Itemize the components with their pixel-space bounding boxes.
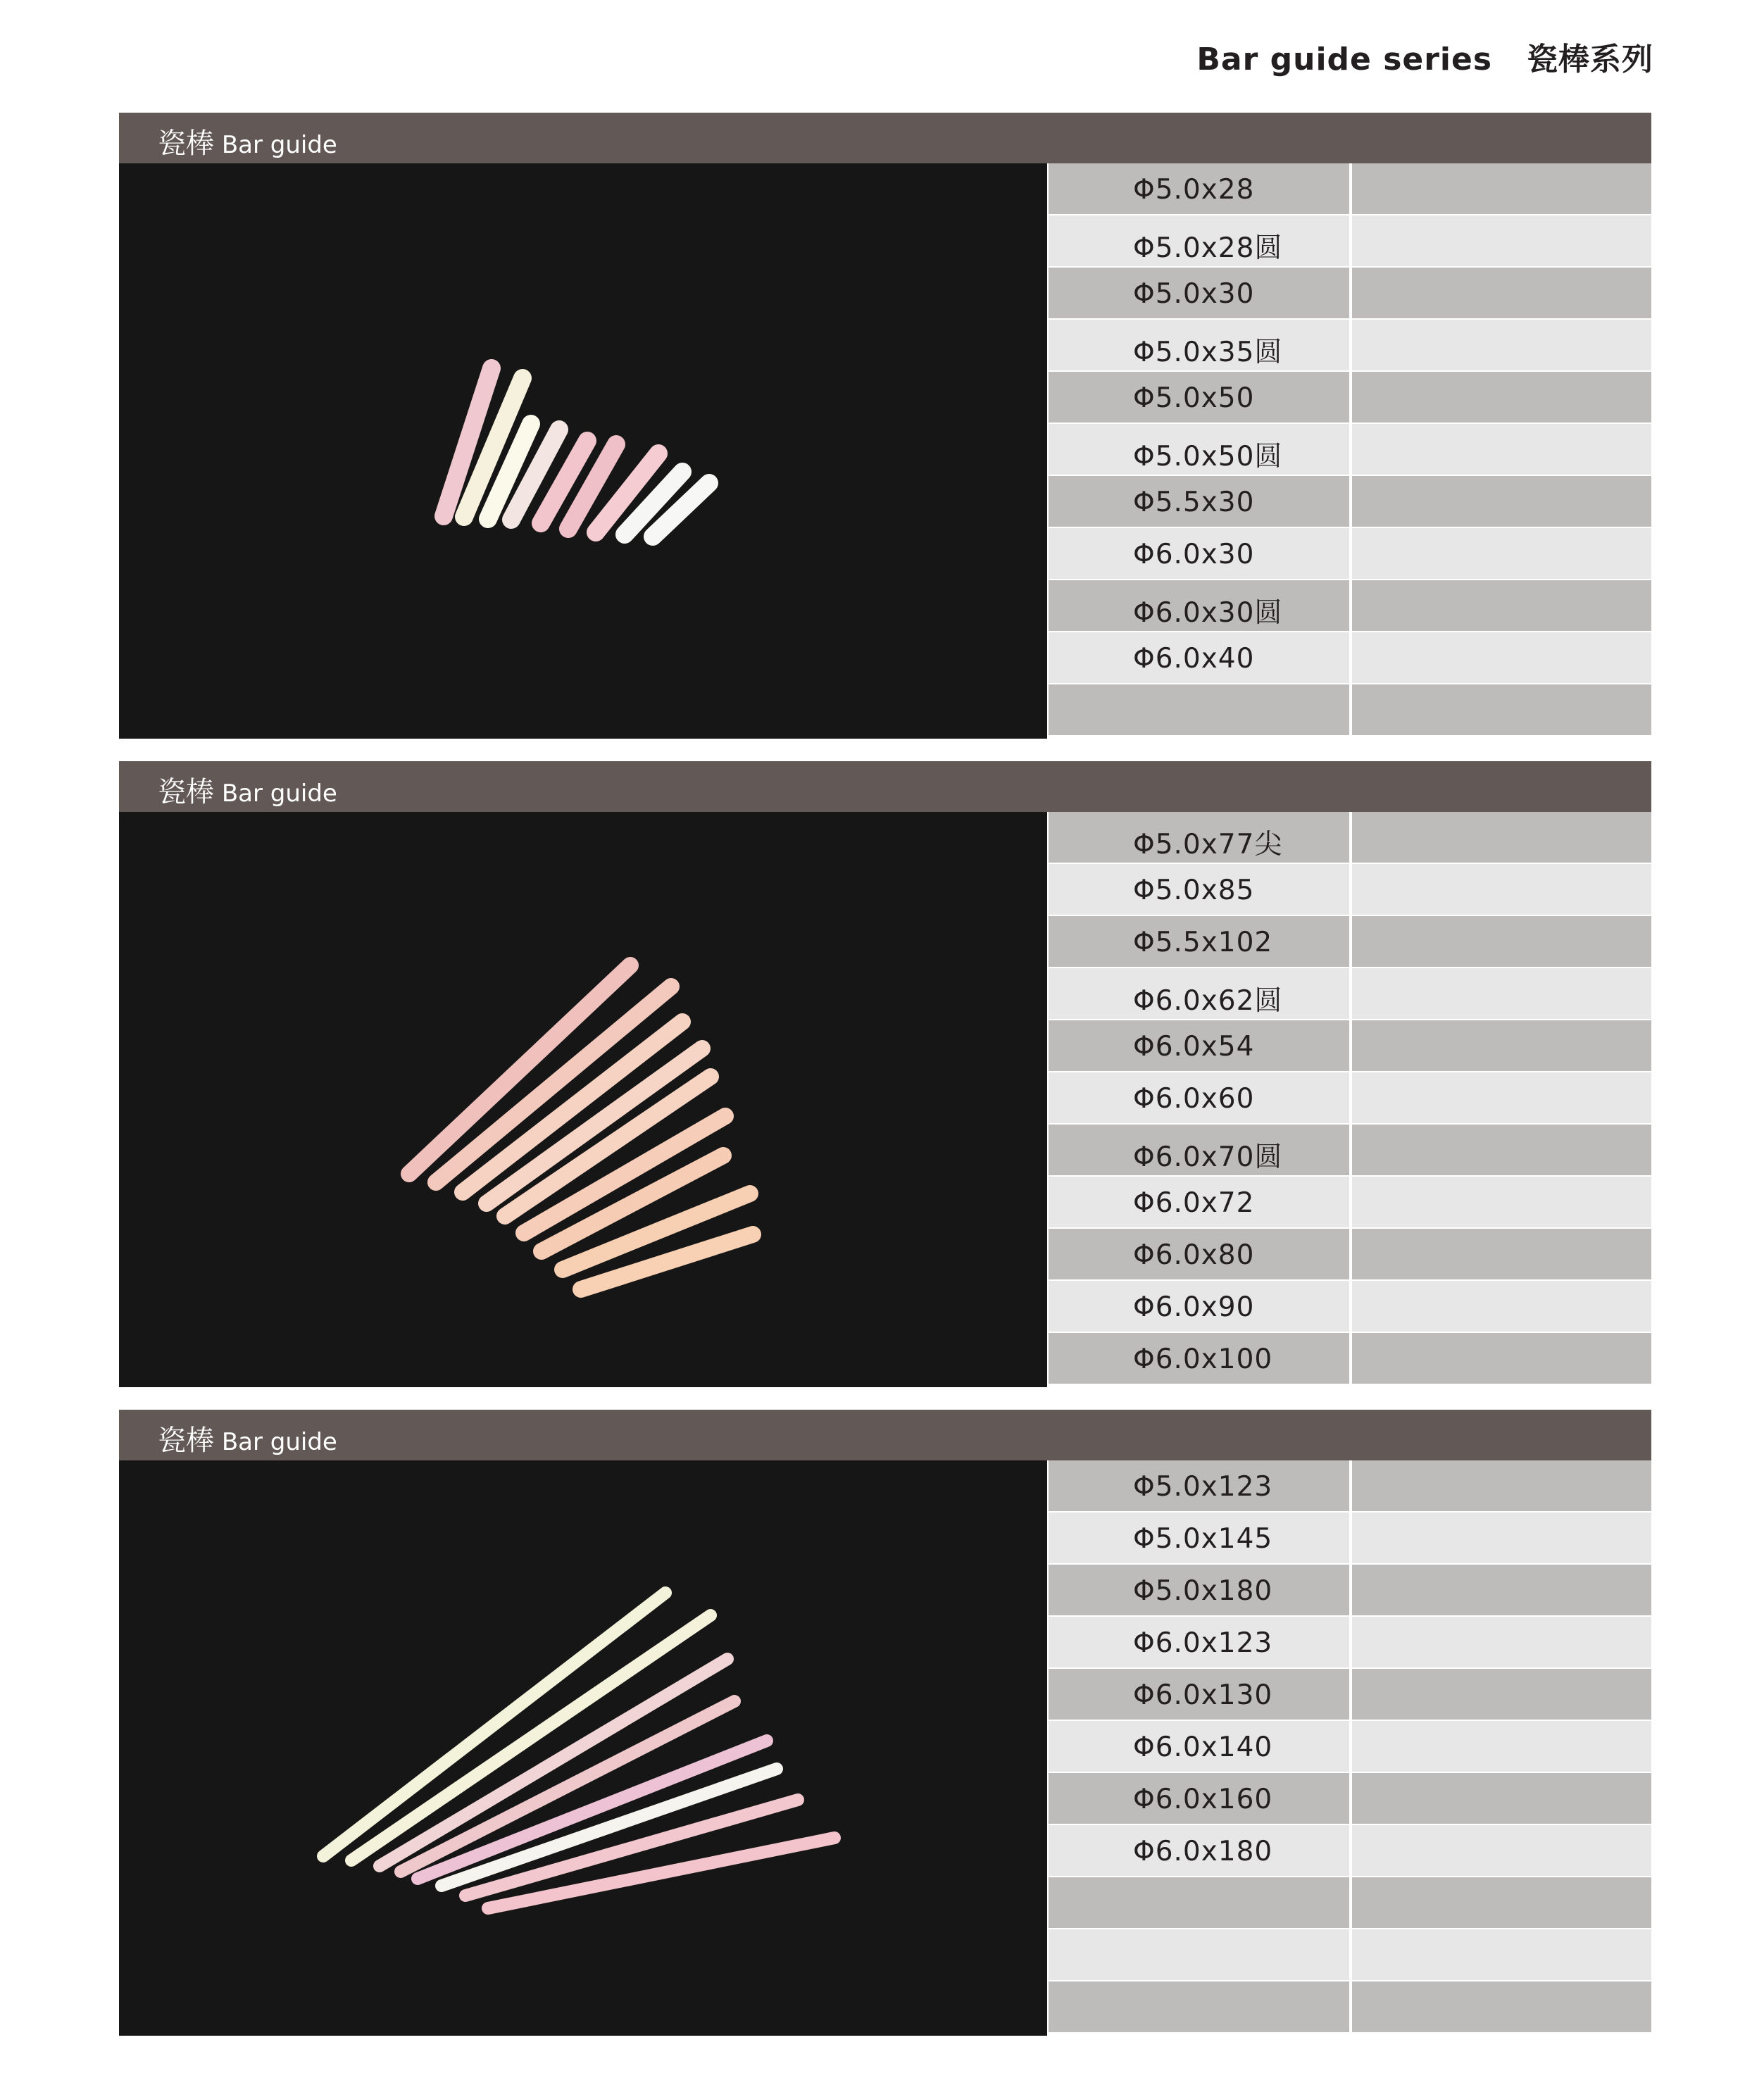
extra-cell [1352, 1513, 1651, 1563]
table-row [1049, 1773, 1651, 1824]
section-header [119, 761, 1651, 812]
extra-cell [1352, 1281, 1651, 1332]
table-row [1049, 1721, 1651, 1772]
table-row [1049, 1177, 1651, 1227]
spec-value: Φ6.0x62圆 [1133, 985, 1283, 1017]
extra-cell [1352, 1333, 1651, 1384]
spec-value: Φ6.0x54 [1133, 1031, 1255, 1063]
table-row [1049, 1333, 1651, 1384]
spec-value: Φ5.0x50圆 [1133, 441, 1283, 472]
extra-cell [1352, 1460, 1651, 1511]
extra-cell [1352, 163, 1651, 214]
table-row [1049, 1669, 1651, 1720]
table-row [1049, 632, 1651, 683]
table-row [1049, 864, 1651, 915]
table-row [1049, 812, 1651, 863]
table-row [1049, 1825, 1651, 1876]
extra-cell [1352, 1565, 1651, 1615]
spec-value: Φ6.0x40 [1133, 643, 1255, 675]
spec-value: Φ5.0x145 [1133, 1523, 1273, 1555]
ceramic-bars-illustration [119, 163, 1047, 739]
table-row [1049, 163, 1651, 214]
spec-value: Φ6.0x70圆 [1133, 1141, 1283, 1173]
spec-value: Φ5.0x50 [1133, 382, 1255, 414]
spec-value: Φ5.0x123 [1133, 1471, 1273, 1503]
table-row [1049, 215, 1651, 266]
extra-cell [1352, 1125, 1651, 1175]
spec-value: Φ6.0x90 [1133, 1291, 1255, 1323]
spec-value: Φ5.0x28圆 [1133, 232, 1283, 264]
spec-value: Φ5.5x102 [1133, 927, 1273, 958]
table-row [1049, 968, 1651, 1019]
spec-value: Φ5.0x35圆 [1133, 337, 1283, 368]
spec-value: Φ6.0x160 [1133, 1784, 1273, 1815]
spec-value: Φ6.0x30 [1133, 539, 1255, 570]
table-row [1049, 1617, 1651, 1667]
spec-value: Φ5.0x30 [1133, 278, 1255, 310]
extra-cell [1352, 1072, 1651, 1123]
extra-cell [1352, 1229, 1651, 1279]
spec-value: Φ6.0x72 [1133, 1187, 1255, 1219]
section-header [119, 1410, 1651, 1460]
table-row [1049, 528, 1651, 579]
table-row [1049, 684, 1651, 735]
section-title-en: Bar guide [221, 779, 337, 808]
section-title-en: Bar guide [221, 131, 337, 159]
table-row [1049, 1072, 1651, 1123]
extra-cell [1352, 812, 1651, 863]
table-row [1049, 1020, 1651, 1071]
spec-value: Φ6.0x80 [1133, 1239, 1255, 1271]
table-row [1049, 1877, 1651, 1928]
spec-value: Φ6.0x100 [1133, 1344, 1273, 1375]
ceramic-bars-illustration [119, 812, 1047, 1387]
table-row [1049, 1981, 1651, 2032]
spec-value: Φ5.0x85 [1133, 875, 1255, 906]
product-photo-long-bars [119, 1460, 1047, 2036]
spec-value: Φ6.0x30圆 [1133, 597, 1283, 629]
extra-cell [1352, 684, 1651, 735]
table-row [1049, 1565, 1651, 1615]
table-row [1049, 424, 1651, 475]
extra-cell [1352, 1020, 1651, 1071]
extra-cell [1352, 968, 1651, 1019]
spec-value: Φ6.0x60 [1133, 1083, 1255, 1115]
extra-cell [1352, 1929, 1651, 1980]
section-title-zh: 瓷棒 [158, 776, 214, 808]
extra-cell [1352, 476, 1651, 527]
spec-value: Φ5.0x180 [1133, 1575, 1273, 1607]
extra-cell [1352, 1877, 1651, 1928]
extra-cell [1352, 1825, 1651, 1876]
section-title [158, 1418, 337, 1458]
extra-cell [1352, 1773, 1651, 1824]
extra-cell [1352, 215, 1651, 266]
extra-cell [1352, 372, 1651, 422]
extra-cell [1352, 580, 1651, 631]
spec-value: Φ6.0x130 [1133, 1679, 1273, 1711]
extra-cell [1352, 1721, 1651, 1772]
extra-cell [1352, 916, 1651, 967]
table-row [1049, 1281, 1651, 1332]
product-photo-short-bars [119, 163, 1047, 739]
section-title [158, 121, 337, 161]
table-row [1049, 1460, 1651, 1511]
spec-value: Φ6.0x123 [1133, 1627, 1273, 1659]
table-row [1049, 320, 1651, 370]
section-header [119, 113, 1651, 163]
spec-value: Φ6.0x140 [1133, 1732, 1273, 1763]
section-title-zh: 瓷棒 [158, 127, 214, 160]
section-title-en: Bar guide [221, 1428, 337, 1456]
extra-cell [1352, 1669, 1651, 1720]
extra-cell [1352, 632, 1651, 683]
extra-cell [1352, 864, 1651, 915]
spec-value: Φ5.0x77尖 [1133, 829, 1283, 860]
spec-value: Φ5.0x28 [1133, 174, 1255, 206]
spec-value: Φ6.0x180 [1133, 1836, 1273, 1867]
extra-cell [1352, 268, 1651, 318]
table-row [1049, 1229, 1651, 1279]
section-title-zh: 瓷棒 [158, 1425, 214, 1457]
table-row [1049, 916, 1651, 967]
product-photo-medium-bars [119, 812, 1047, 1387]
table-row [1049, 580, 1651, 631]
table-row [1049, 1929, 1651, 1980]
table-row [1049, 1513, 1651, 1563]
extra-cell [1352, 1981, 1651, 2032]
extra-cell [1352, 528, 1651, 579]
extra-cell [1352, 424, 1651, 475]
spec-value: Φ5.5x30 [1133, 487, 1255, 518]
table-row [1049, 268, 1651, 318]
extra-cell [1352, 1177, 1651, 1227]
extra-cell [1352, 1617, 1651, 1667]
table-row [1049, 372, 1651, 422]
table-row [1049, 476, 1651, 527]
extra-cell [1352, 320, 1651, 370]
table-row [1049, 1125, 1651, 1175]
ceramic-bars-illustration [119, 1460, 1047, 2036]
section-title [158, 770, 337, 810]
page-title: Bar guide series 瓷棒系列 [1196, 42, 1653, 77]
